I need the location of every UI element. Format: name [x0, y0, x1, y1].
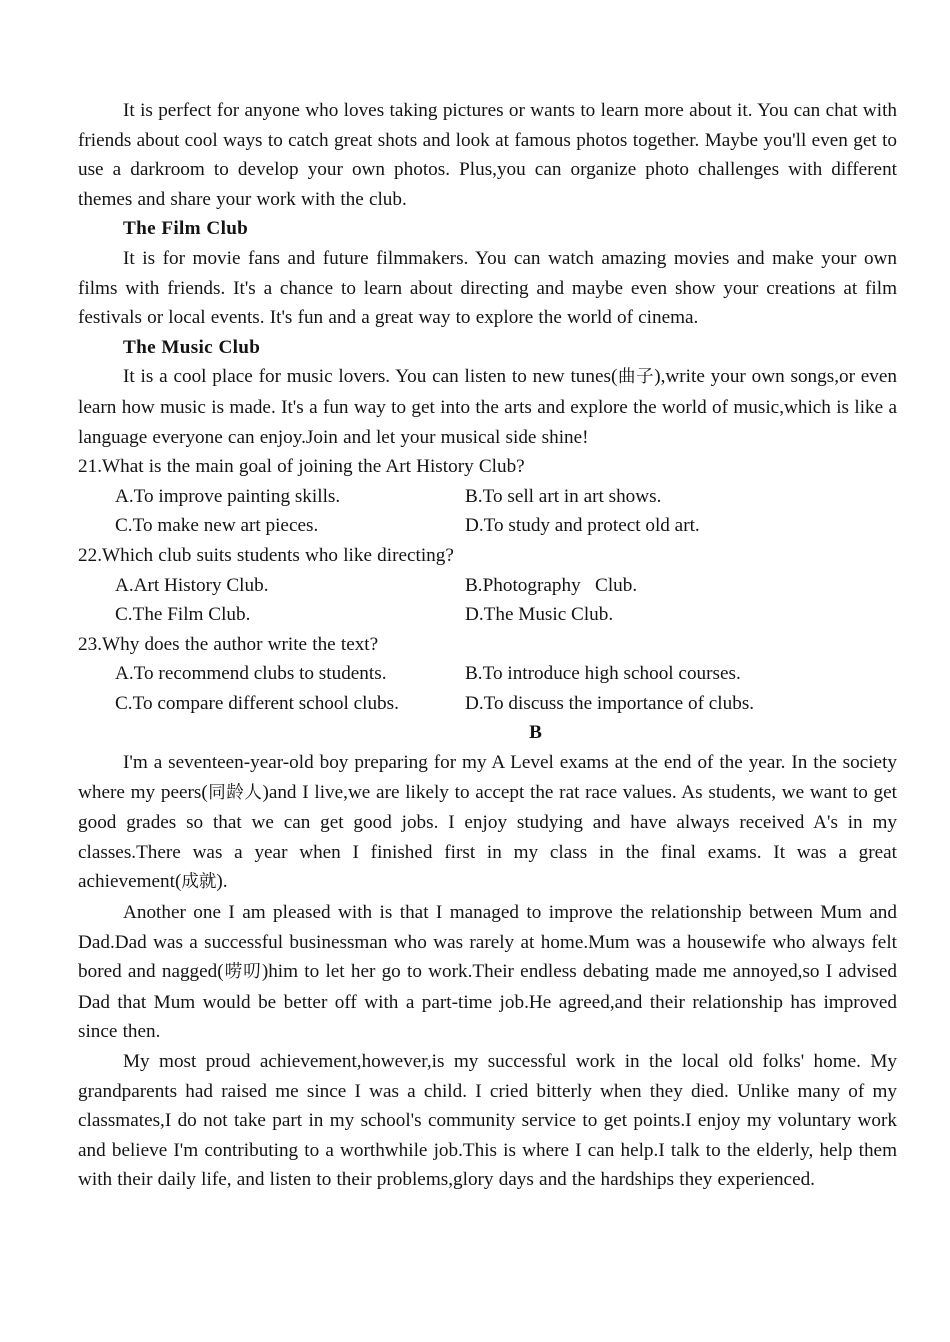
gloss-quzi: 曲子 [617, 367, 655, 388]
heading-music-club: The Music Club [123, 336, 261, 358]
question-22-options-row-1 [78, 571, 897, 601]
question-23-stem: 23.Why does the author write the text? [78, 633, 379, 655]
question-23-options-row-1 [78, 659, 897, 689]
question-22-option-b[interactable]: B.Photography Club. [465, 574, 638, 596]
question-21-option-d[interactable]: D.To study and protect old art. [465, 515, 700, 537]
paragraph-music-club-body [78, 362, 897, 452]
paragraph-section-b-3: My most proud achievement,however,is my successful work in the local old folks' home. My grandparents had raised me since I was a child. I cried bitterly when they died. Unlike many of my classmates,I do not take part in my school's community service to get points.I enjoy my voluntary work and believe I'm contributing to a worthwhile job.This is where I can help.I talk to the elderly, help them with their daily life, and listen to their problems,glory days and the hardships they experienced. [78, 1051, 897, 1191]
question-21-option-a[interactable]: A.To improve painting skills. [115, 485, 341, 507]
gloss-tonglingren: 同龄人 [207, 782, 263, 803]
section-b-letter: B [529, 722, 542, 744]
question-22-option-c[interactable]: C.The Film Club. [115, 604, 251, 626]
gloss-laodao: 唠叨 [223, 962, 262, 983]
question-21-options-row-2 [78, 511, 897, 541]
question-23-option-b[interactable]: B.To introduce high school courses. [465, 663, 741, 685]
question-21-option-c[interactable]: C.To make new art pieces. [115, 515, 319, 537]
section-b-p2-part-1: Another one I am pleased with is that I managed to improve the relationship between Mum and Dad.Dad was a successful businessman who was rarely at home.Mum was a housewife who always felt bored and nagged( [78, 902, 897, 983]
heading-film-club: The Film Club [123, 218, 249, 240]
paragraph-film-club-body: It is for movie fans and future filmmakers. You can watch amazing movies and make your own films with friends. It's a chance to learn about directing and maybe even show your creations at film festivals or local events. It's fun and a great way to explore the world of cinema. [78, 247, 897, 329]
question-22-options-row-2 [78, 600, 897, 630]
section-b-p1-part-3: ). [216, 871, 228, 893]
document-text-block [78, 96, 897, 1195]
question-23-option-d[interactable]: D.To discuss the importance of clubs. [465, 692, 755, 714]
question-22-option-a[interactable]: A.Art History Club. [115, 574, 269, 596]
gloss-chengjiu: 成就 [181, 872, 217, 893]
paragraph-section-b-1 [78, 748, 897, 898]
paragraph-photography-club-body: It is perfect for anyone who loves taking pictures or wants to learn more about it. You can chat with friends about cool ways to catch great shots and look at famous photos together. Maybe you'll even get to use a darkroom to develop your own photos. Plus,you can organize photo challenges with different themes and share your work with the club. [78, 100, 897, 210]
question-23-option-a[interactable]: A.To recommend clubs to students. [115, 663, 387, 685]
question-21-option-b[interactable]: B.To sell art in art shows. [465, 485, 662, 507]
music-club-text-part-1: It is a cool place for music lovers. You can listen to new tunes( [123, 366, 618, 388]
question-21-stem: 21.What is the main goal of joining the Art History Club? [78, 456, 525, 478]
question-22-stem: 22.Which club suits students who like directing? [78, 544, 454, 566]
question-22-option-d[interactable]: D.The Music Club. [465, 604, 614, 626]
question-23-options-row-2 [78, 689, 897, 719]
section-b-p2-part-2: )him to let her go to work.Their endless debating made me annoyed,so I advised Dad that Mum would be better off with a part-time job.He agreed,and their relationship has improved since then. [78, 961, 897, 1043]
section-b-p1-part-1: I'm a seventeen-year-old boy preparing for my A Level exams at the end of the year. In the society where my peers( [78, 752, 897, 803]
paragraph-section-b-2 [78, 898, 897, 1047]
music-club-text-part-2: ),write your own songs,or even learn how music is made. It's a fun way to get into the arts and explore the world of music,which is like a language everyone can enjoy.Join and let your musical side shine! [78, 366, 898, 448]
section-b-p1-part-2: )and I live,we are likely to accept the rat race values. As students, we want to get good grades so that we can get good jobs. I enjoy studying and have always received A's in my classes.There was a year when I finished first in my class in the final exams. It was a great achievement( [78, 781, 897, 893]
question-21-options-row-1 [78, 482, 897, 512]
question-23-option-c[interactable]: C.To compare different school clubs. [115, 692, 399, 714]
